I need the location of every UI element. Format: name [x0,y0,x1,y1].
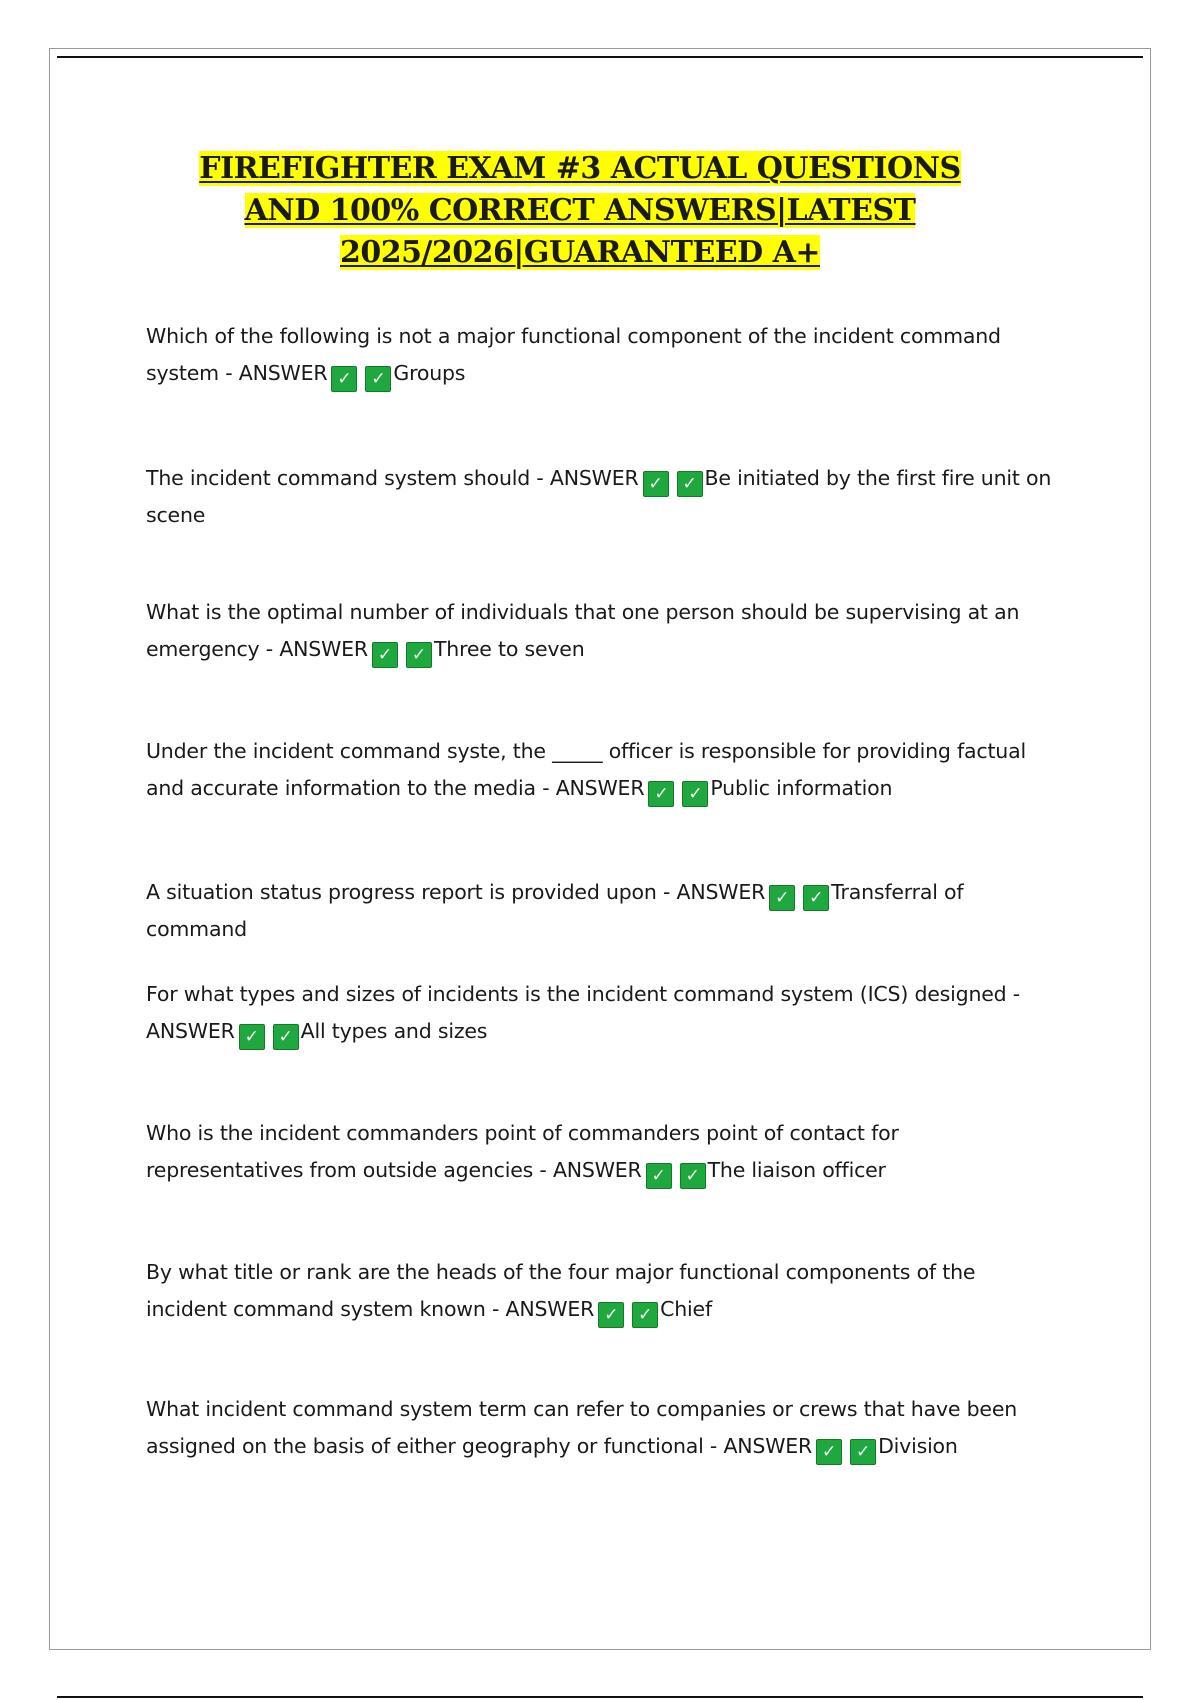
answer-label: ANSWER [552,1158,642,1182]
check-icon: ✓ [648,781,674,807]
question-text: Which of the following is not a major functional component of the incident command system - [146,324,1001,385]
check-icon: ✓ [406,642,432,668]
answer-text: Public information [710,776,893,800]
check-icon: ✓ [643,471,669,497]
question-text: What incident command system term can refer to companies or crews that have been assigned on the basis of either geography or functional - [146,1397,1018,1458]
header-rule [57,56,1143,58]
check-icon: ✓ [365,366,391,392]
question-text: A situation status progress report is provided upon - [146,880,677,904]
answer-label: ANSWER [676,880,766,904]
answer-text: Transferral of command [146,880,964,941]
qa-item [146,1391,1061,1465]
check-icon: ✓ [273,1024,299,1050]
title-line-1: FIREFIGHTER EXAM #3 ACTUAL QUESTIONS [199,151,961,186]
footer-rule [57,1696,1143,1698]
check-icon: ✓ [677,471,703,497]
check-icon: ✓ [850,1439,876,1465]
qa-item [146,874,1061,948]
answer-label: ANSWER [723,1434,813,1458]
check-icon: ✓ [632,1302,658,1328]
answer-text: Groups [393,361,466,385]
question-text: For what types and sizes of incidents is the incident command system (ICS) designed - [146,982,1020,1006]
check-icon: ✓ [816,1439,842,1465]
answer-label: ANSWER [279,637,368,661]
check-icon: ✓ [372,642,398,668]
qa-item [146,733,1061,807]
qa-item [146,1254,1061,1328]
question-text: Under the incident command syste, the _____ officer is responsible for providing factual and accurate information to the media - [146,739,1026,800]
answer-label: ANSWER [555,776,645,800]
check-icon: ✓ [682,781,708,807]
answer-text: The liaison officer [707,1158,886,1182]
answer-label: ANSWER [549,466,639,490]
qa-item [146,460,1061,534]
answer-text: Division [878,1434,958,1458]
qa-item [146,976,1061,1050]
answer-text: Three to seven [433,637,585,661]
qa-item [146,1115,1061,1189]
answer-label: ANSWER [146,1019,235,1043]
check-icon: ✓ [803,885,829,911]
qa-item [146,594,1061,668]
title-line-2: AND 100% CORRECT ANSWERS|LATEST [244,193,916,228]
title-line-3: 2025/2026|GUARANTEED A+ [339,235,821,270]
answer-text: Chief [660,1297,712,1321]
check-icon: ✓ [680,1163,706,1189]
check-icon: ✓ [331,366,357,392]
answer-label: ANSWER [238,361,328,385]
question-text: Who is the incident commanders point of commanders point of contact for representatives from outside agencies - [146,1121,899,1182]
check-icon: ✓ [598,1302,624,1328]
check-icon: ✓ [646,1163,672,1189]
answer-label: ANSWER [505,1297,595,1321]
qa-item [146,318,1061,392]
question-text: What is the optimal number of individuals that one person should be supervising at an emergency - [146,600,1020,661]
check-icon: ✓ [239,1024,265,1050]
answer-text: Be initiated by the first fire unit on scene [146,466,1052,527]
question-text: The incident command system should - [146,466,550,490]
answer-text: All types and sizes [300,1019,488,1043]
check-icon: ✓ [769,885,795,911]
document-title [130,148,1030,274]
question-text: By what title or rank are the heads of the four major functional components of the incident command system known - [146,1260,976,1321]
